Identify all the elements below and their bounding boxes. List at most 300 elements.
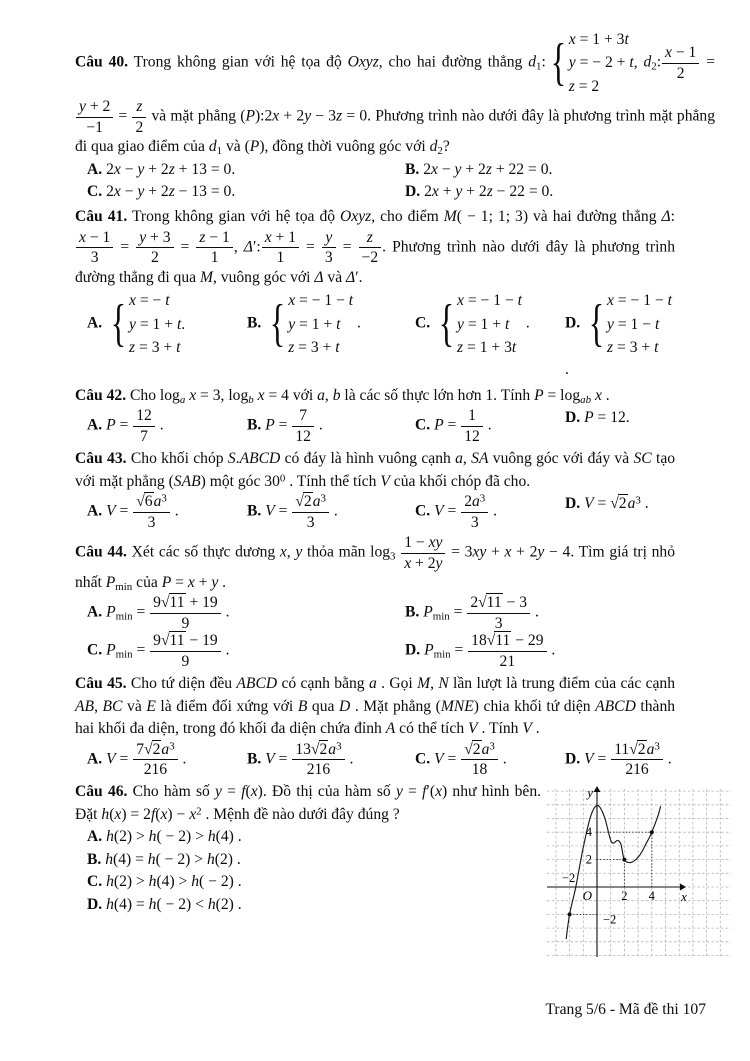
- math-italic: x: [288, 292, 296, 310]
- radical-sign: √: [486, 632, 495, 650]
- fraction: [291, 741, 345, 779]
- math-italic: P: [584, 409, 594, 427]
- fraction: [460, 407, 484, 445]
- option-a: A. V = $\frac{7√2a^3}{216}$ .: [87, 740, 187, 779]
- math-italic: x: [568, 31, 576, 48]
- square-root: [464, 740, 481, 758]
- fraction: [131, 98, 147, 136]
- brace: {: [110, 295, 127, 353]
- subscript: min: [115, 581, 133, 593]
- math-italic: t: [335, 339, 340, 357]
- math-italic: z: [336, 107, 343, 125]
- radicand: 2: [303, 493, 312, 511]
- question-number: Câu 42.: [75, 386, 127, 404]
- option-a: A. h(2) > h( − 2) > h(4) .: [87, 828, 242, 846]
- math-italic: x: [435, 783, 442, 801]
- system-line: x = 1 + 3t: [568, 31, 629, 48]
- denominator: 3: [470, 513, 479, 531]
- x-axis-label: x: [681, 889, 687, 905]
- subscript: [580, 394, 591, 406]
- square-root: [610, 494, 627, 512]
- fraction: [291, 493, 330, 531]
- denominator: x + 2y: [404, 554, 443, 572]
- math-italic: V: [584, 750, 594, 768]
- math-italic: y: [215, 783, 222, 801]
- radicand: 2: [618, 495, 627, 513]
- numerator: [292, 493, 329, 512]
- option-b: B. Pmin = $\frac{2√11 - 3}{3}$ .: [405, 594, 539, 632]
- fraction: [610, 741, 664, 779]
- option-letter: C.: [415, 416, 431, 434]
- option-b: B. P = $\frac{7}{12}$ .: [247, 407, 323, 445]
- question-stem: Câu 40. Trong không gian với hệ tọa độ Oxyz, cho hai đường thẳng d1: { x = 1 + 3t y = − 2 + t, z = 2 d2: $\frac{x - 1}{2}$ = $\frac{y + 2}{-1}$ = $\frac{z}{2}$ và mặt phẳng (P):2x + 2y − 3z = 0. Phương trình nào dưới đây là phương trình mặt phẳng đi qua giao điểm của d1 và (P), đồng thời vuông góc với d2?: [75, 28, 715, 159]
- denominator: 2: [676, 64, 685, 82]
- denominator: 12: [295, 427, 311, 445]
- math-italic: h: [106, 873, 114, 891]
- option-letter: C.: [415, 314, 431, 332]
- denominator: −2: [361, 249, 379, 267]
- square-root: [311, 740, 328, 758]
- math-italic: y: [137, 182, 145, 200]
- superscript: 3: [161, 492, 167, 505]
- superscript: 3: [635, 494, 641, 507]
- math-italic: z: [168, 160, 175, 178]
- math-italic: P: [105, 573, 116, 591]
- math-italic: z: [366, 228, 373, 246]
- system-line: z = 3 + t: [288, 339, 340, 357]
- math-italic: y: [129, 315, 136, 333]
- equation-system: [434, 289, 522, 359]
- superscript: 3: [479, 492, 486, 505]
- numerator: x − 1: [76, 229, 113, 248]
- system-line: z = 3 + t: [129, 339, 181, 357]
- fraction: [400, 534, 446, 572]
- numerator: 18√11 − 29: [468, 632, 546, 651]
- math-italic: P: [534, 386, 544, 404]
- radicand: 11: [486, 594, 502, 612]
- radicand: 2: [319, 740, 328, 758]
- radical-sign: √: [478, 594, 486, 612]
- math-italic: h: [106, 828, 114, 846]
- math-italic: a: [179, 393, 186, 406]
- math-italic: x: [404, 554, 412, 572]
- options: [75, 594, 675, 670]
- math-italic: y: [295, 543, 303, 561]
- math-italic: a: [646, 740, 655, 758]
- option-letter: A.: [87, 314, 103, 332]
- y-tick-label: −2: [603, 912, 617, 927]
- denominator: 2: [150, 249, 159, 267]
- origin-label: O: [582, 888, 592, 904]
- math-italic: x: [665, 44, 672, 62]
- subscript: [180, 394, 185, 406]
- denominator: 3: [147, 513, 156, 531]
- math-italic: z: [485, 160, 492, 178]
- math-italic: P: [106, 416, 116, 434]
- fraction: [149, 594, 222, 632]
- numerator: $11√2a^3$: [611, 741, 663, 760]
- system-line: y = 1 + t.: [129, 315, 186, 333]
- math-italic: Δ: [243, 238, 253, 256]
- question-number: Câu 44.: [75, 543, 127, 561]
- denominator: 9: [181, 652, 190, 670]
- math-italic: a: [317, 386, 325, 404]
- math-italic: A: [385, 720, 396, 738]
- math-italic: a: [368, 675, 377, 693]
- options: [75, 493, 675, 531]
- math-italic: SAB: [173, 472, 201, 490]
- numerator: $2a^3$: [461, 493, 488, 512]
- numerator: [461, 741, 498, 760]
- math-italic: V: [434, 502, 444, 520]
- math-italic: x: [187, 573, 195, 591]
- math-italic: z: [568, 77, 575, 95]
- denominator: 21: [499, 652, 516, 670]
- math-italic: P: [106, 603, 116, 621]
- numerator: $7√2a^3$: [133, 741, 177, 760]
- math-italic: f: [150, 805, 156, 823]
- math-italic: x: [113, 160, 121, 178]
- option-d: D. $V = √2a^3$ .: [565, 494, 649, 513]
- option-d: D. Pmin = $\frac{18√11 - 29}{21}$ .: [405, 632, 556, 670]
- math-italic: d: [429, 138, 438, 156]
- math-italic: x: [431, 160, 438, 178]
- math-italic: y: [137, 160, 145, 178]
- numerator: x − 1: [662, 44, 699, 63]
- questions-list: [75, 28, 716, 968]
- denominator: 1: [210, 249, 219, 267]
- math-italic: t: [511, 339, 517, 357]
- math-italic: B: [297, 697, 308, 715]
- option-letter: B.: [247, 502, 262, 520]
- option-letter: A.: [87, 160, 103, 178]
- subscript: 3: [390, 550, 396, 563]
- fraction: [132, 493, 171, 531]
- radicand: 11: [169, 632, 185, 650]
- system-line: y = 1 + t: [288, 315, 341, 333]
- math-italic: t: [504, 315, 510, 333]
- math-italic: y: [325, 228, 333, 246]
- numerator: [133, 493, 170, 512]
- math-italic: t: [629, 54, 634, 72]
- option-letter: D.: [405, 641, 421, 659]
- math-italic: z: [486, 182, 493, 200]
- x-tick-label: 2: [621, 889, 628, 904]
- superscript: 3: [169, 740, 175, 752]
- system-line: x = − 1 − t: [607, 292, 672, 310]
- options: [75, 741, 675, 779]
- math-italic: a: [161, 740, 170, 758]
- system-line: y = 1 − t: [607, 315, 660, 333]
- math-italic: h: [106, 895, 114, 913]
- question-stem: Câu 43. Cho khối chóp S.ABCD có đáy là hình vuông cạnh a, SA vuông góc với đáy và SC tạo với mặt phẳng (SAB) một góc $30^0$ . Tính thể tích V của khối chóp đã cho.: [75, 450, 676, 490]
- fraction: [460, 741, 499, 779]
- figure-container: [547, 783, 737, 966]
- numerator: x + 1: [262, 229, 299, 248]
- numerator: 2√11 − 3: [467, 594, 530, 613]
- math-italic: P: [249, 138, 260, 156]
- denominator: 12: [464, 427, 480, 445]
- math-italic: V: [106, 750, 116, 768]
- math-italic: x: [160, 805, 168, 823]
- options: [75, 289, 675, 382]
- option-letter: D.: [565, 750, 581, 768]
- math-italic: x: [457, 292, 464, 310]
- system-line: z = 3 + t: [607, 339, 659, 357]
- option-b: B. V = $\frac{13√2a^3}{216}$ .: [247, 740, 354, 779]
- radical-sign: √: [629, 740, 637, 758]
- math-italic: P: [424, 641, 434, 659]
- superscript: 3: [320, 492, 326, 505]
- math-italic: a: [328, 740, 337, 758]
- math-italic: x: [264, 228, 272, 246]
- subscript: 1: [216, 145, 223, 158]
- option-letter: D.: [565, 314, 581, 332]
- subscript: [248, 394, 253, 406]
- math-italic: y: [454, 160, 462, 178]
- option-c: C. { x = − 1 − t y = 1 + t z = 1 + 3t .: [403, 289, 553, 382]
- math-italic: a: [472, 493, 480, 511]
- numerator: y + 2: [76, 98, 113, 117]
- math-italic: a: [312, 493, 321, 511]
- fraction: [261, 229, 300, 267]
- question-stem: Câu 45. Cho tứ diện đều ABCD có cạnh bằng a . Gọi M, N lần lượt là trung điểm của các cạnh AB, BC và E là điểm đối xứng với B qua D . Mặt phẳng (MNE) chia khối tứ diện ABCD thành hai khối đa diện, trong đó khối đa diện chứa đỉnh A có thể tích V . Tính V .: [75, 675, 676, 738]
- x-tick-label: 4: [648, 889, 655, 904]
- math-italic: x: [607, 292, 614, 310]
- math-italic: x: [250, 783, 258, 801]
- question-stem: Câu 46. Cho hàm số y = f(x). Đồ thị của hàm số y = f′(x) như hình bên. Đặt $h(x) = 2f(x) - x^2$ . Mệnh đề nào dưới đây đúng ?: [75, 783, 542, 823]
- subscript: 1: [535, 60, 542, 73]
- subscript: min: [115, 648, 133, 661]
- square-root: [629, 740, 646, 758]
- math-italic: x: [189, 805, 197, 823]
- math-italic: V: [584, 495, 594, 513]
- option-letter: B.: [405, 160, 420, 178]
- numerator: 7: [292, 407, 314, 426]
- question-number: Câu 45.: [75, 675, 127, 693]
- math-italic: S: [227, 450, 236, 468]
- superscript: 3: [336, 740, 342, 752]
- math-italic: x: [113, 182, 121, 200]
- math-italic: BC: [102, 697, 123, 715]
- math-italic: V: [434, 750, 444, 768]
- square-root: [161, 631, 186, 649]
- math-italic: x: [79, 228, 86, 246]
- math-italic: y: [435, 554, 443, 572]
- system-lines: [129, 289, 185, 359]
- option-b: B. { x = − 1 − t y = 1 + t z = 3 + t .: [235, 289, 403, 382]
- option-letter: C.: [87, 873, 103, 891]
- math-italic: Oxyz: [340, 208, 372, 226]
- option-letter: A.: [87, 416, 103, 434]
- math-italic: ABCD: [236, 675, 278, 693]
- math-italic: N: [438, 675, 449, 693]
- options: [75, 826, 541, 916]
- numerator: [132, 98, 146, 117]
- math-italic: Δ: [314, 268, 324, 286]
- denominator: 3: [494, 614, 503, 632]
- math-italic: z: [136, 98, 143, 116]
- option-letter: C.: [415, 502, 431, 520]
- math-italic: h: [148, 828, 157, 846]
- math-italic: y: [537, 543, 545, 561]
- denominator: 1: [276, 249, 285, 267]
- option-letter: D.: [87, 895, 103, 913]
- question-stem: Câu 42. Cho loga x = 3, logb x = 4 với a, b là các số thực lớn hơn 1. Tính P = logab x .: [75, 386, 610, 406]
- math-italic: P: [434, 416, 444, 434]
- fraction: [467, 632, 547, 670]
- subscript: min: [432, 610, 450, 623]
- option-d: D. h(4) = h( − 2) < h(2) .: [87, 895, 242, 913]
- brace: {: [269, 295, 286, 353]
- derivative-graph: [547, 783, 733, 961]
- subscript: min: [433, 648, 451, 661]
- math-italic: z: [457, 339, 464, 357]
- math-italic: y: [455, 182, 463, 200]
- math-italic: V: [522, 720, 532, 738]
- math-italic: x: [129, 292, 136, 310]
- option-c: C. Pmin = $\frac{9√11 - 19}{9}$ .: [87, 632, 230, 670]
- radicand: 11: [495, 632, 511, 650]
- question-number: Câu 41.: [75, 208, 128, 226]
- fraction: [460, 493, 489, 531]
- math-italic: t: [654, 315, 660, 333]
- square-root: [295, 492, 312, 510]
- math-italic: y: [607, 315, 614, 333]
- math-italic: h: [148, 873, 157, 891]
- option-c: C. V = $\frac{√2a^3}{18}$ .: [415, 740, 507, 779]
- math-italic: f: [241, 783, 246, 801]
- denominator: 216: [306, 761, 331, 779]
- math-italic: P: [161, 573, 172, 591]
- math-italic: t: [624, 31, 629, 48]
- math-italic: ab: [580, 393, 592, 406]
- option-c: C. 2x − y + 2z − 13 = 0.: [87, 182, 236, 200]
- math-italic: y: [395, 783, 403, 801]
- math-italic: a: [455, 450, 463, 468]
- superscript: 2: [196, 805, 202, 818]
- numerator: $13√2a^3$: [292, 741, 344, 760]
- radicand: 11: [169, 594, 185, 612]
- denominator: 7: [140, 427, 148, 445]
- math-italic: d: [528, 53, 536, 71]
- brace: {: [438, 295, 455, 353]
- option-c: C. h(2) > h(4) > h( − 2) .: [87, 873, 242, 891]
- math-italic: h: [147, 850, 156, 868]
- math-italic: a: [627, 495, 636, 513]
- math-italic: t: [165, 292, 170, 310]
- superscript: 0: [279, 472, 286, 485]
- math-italic: z: [129, 339, 136, 357]
- option-c: C. P = $\frac{1}{12}$ .: [415, 407, 492, 445]
- math-italic: t: [667, 292, 672, 310]
- system-line: y = 1 + t: [457, 315, 510, 333]
- radical-sign: √: [610, 495, 618, 513]
- options: [75, 159, 715, 204]
- system-line: x = − t: [129, 292, 170, 310]
- option-letter: C.: [87, 182, 103, 200]
- marked-point: [568, 913, 572, 917]
- system-line: x = − 1 − t: [288, 292, 354, 310]
- option-letter: B.: [247, 750, 262, 768]
- system-line: y = − 2 + t,: [568, 54, 638, 72]
- option-letter: C.: [415, 750, 431, 768]
- math-italic: t: [336, 315, 341, 333]
- math-italic: x: [257, 386, 265, 404]
- math-italic: h: [105, 850, 114, 868]
- fraction: [321, 229, 337, 267]
- option-letter: B.: [247, 416, 262, 434]
- denominator: 2: [135, 118, 144, 136]
- math-italic: V: [265, 750, 275, 768]
- math-italic: d: [643, 53, 652, 71]
- option-letter: B.: [247, 314, 262, 332]
- math-italic: h: [207, 828, 216, 846]
- numerator: 9√11 + 19: [150, 594, 221, 613]
- denominator: 3: [306, 513, 315, 531]
- math-italic: M: [417, 675, 431, 693]
- math-italic: x: [431, 182, 439, 200]
- option-d: D. { x = − 1 − t y = 1 − t z = 3 + t .: [553, 289, 675, 382]
- math-italic: Oxyz: [347, 53, 379, 71]
- fraction: [149, 632, 222, 670]
- math-italic: x: [594, 386, 602, 404]
- y-axis-label: y: [587, 785, 593, 801]
- math-italic: y: [79, 98, 86, 116]
- radical-sign: √: [464, 740, 472, 758]
- radicand: 2: [152, 740, 161, 758]
- math-italic: y: [288, 315, 296, 333]
- square-root: [144, 740, 161, 758]
- option-d: D. P = 12.: [565, 409, 630, 427]
- math-italic: z: [199, 228, 206, 246]
- option-c: C. V = $\frac{2a^3}{3}$ .: [415, 492, 498, 531]
- option-d: D. 2x + y + 2z − 22 = 0.: [405, 182, 554, 200]
- question-number: Câu 43.: [75, 450, 127, 468]
- math-italic: AB: [75, 697, 95, 715]
- math-italic: P: [106, 641, 116, 659]
- y-tick-label: 2: [585, 853, 592, 868]
- square-root: [161, 593, 186, 611]
- math-italic: P: [423, 603, 433, 621]
- math-italic: h: [148, 895, 157, 913]
- subscript: 2: [437, 145, 443, 158]
- numerator: 1 − xy: [401, 534, 445, 553]
- y-tick-label: 4: [585, 825, 592, 840]
- numerator: [359, 229, 382, 248]
- denominator: 18: [471, 761, 488, 779]
- math-italic: t: [654, 339, 659, 357]
- math-italic: E: [146, 697, 156, 715]
- math-italic: y: [457, 315, 464, 333]
- question-46: [75, 781, 737, 927]
- math-italic: b: [332, 386, 341, 404]
- radical-sign: √: [310, 740, 319, 758]
- math-italic: MNE: [440, 697, 474, 715]
- math-italic: x: [114, 805, 122, 823]
- radical-sign: √: [160, 632, 169, 650]
- option-a: A. P = $\frac{12}{7}$ .: [87, 407, 164, 445]
- question-40: [75, 28, 715, 203]
- math-italic: h: [207, 895, 216, 913]
- math-italic: V: [468, 720, 478, 738]
- option-letter: B.: [87, 850, 102, 868]
- radical-sign: √: [160, 594, 169, 612]
- radicand: 2: [472, 740, 481, 758]
- question-45: [75, 673, 675, 778]
- math-italic: b: [248, 393, 254, 406]
- question-number: Câu 40.: [75, 53, 129, 71]
